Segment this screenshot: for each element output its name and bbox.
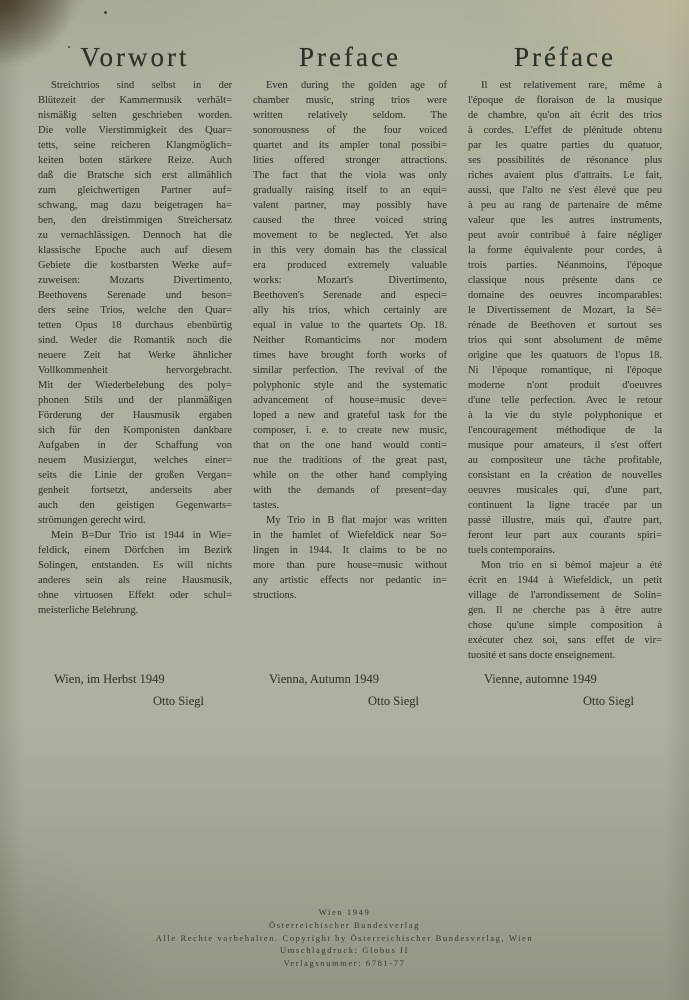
- text-line: à cordes. L'effet de plénitude obtenu: [468, 125, 662, 136]
- text-line: Beethovens Serenade und beson=: [38, 290, 232, 301]
- english-author-name: Otto Siegl: [367, 694, 419, 708]
- text-line: gradually raising itself to an equi=: [253, 185, 447, 196]
- text-line: schwang, mag dazu beigetragen ha=: [38, 200, 232, 211]
- english-title: Preface: [299, 42, 401, 72]
- text-line: zu vernachlässigen. Dennoch hat die: [38, 230, 232, 241]
- text-line: valeur que les autres instruments,: [468, 215, 662, 226]
- text-line: gen. Il ne cherche pas à être autre: [468, 605, 662, 616]
- text-line: caused the three voiced string: [253, 215, 447, 226]
- text-line: composer, i. e. to create new music,: [253, 425, 447, 436]
- german-body-text: [38, 78, 232, 618]
- three-column-layout: [38, 40, 662, 970]
- text-line: zum gleichwertigen Partner auf=: [38, 185, 232, 196]
- german-signature-block: [38, 672, 232, 709]
- text-line: à peu au rang de partenaire de même: [468, 200, 662, 211]
- german-author-name: Otto Siegl: [152, 694, 204, 708]
- text-line: anderes sein als reine Hausmusik,: [38, 575, 232, 586]
- text-line: Streichtrios sind selbst in der: [51, 80, 232, 91]
- french-title: Préface: [514, 42, 616, 72]
- text-line: l'époque de floraison de la musique: [468, 95, 662, 106]
- text-line: feront leur part aux courants spiri=: [468, 530, 662, 541]
- text-line: lities offered stronger attractions.: [253, 155, 447, 166]
- text-line: écrit en 1944 à Wiefeldick, un petit: [468, 575, 662, 586]
- text-line: quartet and its ampler tonal possibi=: [253, 140, 447, 151]
- text-line: era produced extremely valuable: [253, 260, 447, 271]
- text-line: origine que les quatuors de l'opus 18.: [468, 350, 662, 361]
- paper-speck: [104, 11, 107, 14]
- text-line: Aufgaben in der Schaffung von: [38, 440, 232, 451]
- text-line: par les quatre parties du quatuor,: [468, 140, 662, 151]
- publisher-imprint: [0, 906, 689, 970]
- text-line: Blütezeit der Kammermusik verhält=: [38, 95, 232, 106]
- french-place-date: Vienne, automne 1949: [484, 672, 597, 686]
- text-line: à la vie du style polyphonique et: [468, 410, 662, 421]
- text-line: sonorousness of the four voiced: [253, 125, 447, 136]
- text-line: similar perfection. The revival of the: [253, 365, 447, 376]
- text-line: Vollkommenheit hervorgebracht.: [38, 365, 232, 376]
- text-line: musique pour amateurs, il s'est offert: [468, 440, 662, 451]
- text-line: klassische Epoche auch auf diesem: [38, 245, 232, 256]
- text-line: peut avoir contribué à faire négliger: [468, 230, 662, 241]
- text-line: riches avaient plus d'attraits. Le fait,: [468, 170, 662, 181]
- french-author-name: Otto Siegl: [582, 694, 634, 708]
- imprint-line: Wien 1949: [318, 907, 371, 917]
- imprint-line: Österreichischer Bundesverlag: [269, 919, 420, 930]
- text-line: ders seine Trios, welche den Quar=: [38, 305, 232, 316]
- text-line: d'une telle perfection. Avec le retour: [468, 395, 662, 406]
- text-line: chose qu'une simple composition à: [468, 620, 662, 631]
- text-line: lingen in 1944. It claims to be no: [253, 545, 447, 556]
- english-body-text: [253, 78, 447, 603]
- german-title: Vorwort: [80, 42, 190, 72]
- french-body-text: [468, 78, 662, 663]
- text-line: classique nous présente dans ce: [468, 275, 662, 286]
- text-line: Mon trio en si bémol majeur a été: [481, 560, 662, 571]
- text-line: in the hamlet of Wiefeldick near So=: [253, 530, 447, 541]
- english-place-date: Vienna, Autumn 1949: [269, 672, 380, 686]
- text-line: tastes.: [253, 500, 279, 511]
- text-line: consistant en la création de nouvelles: [468, 470, 662, 481]
- text-line: au compositeur une tâche profitable,: [468, 455, 662, 466]
- text-line: aussi, que l'alto ne s'est élevé que peu: [468, 185, 662, 196]
- text-line: seits die Linie der großen Vergan=: [38, 470, 232, 481]
- text-line: any artistic effects nor pedantic in=: [253, 575, 447, 586]
- imprint-line: Alle Rechte vorbehalten. Copyright by Österreichischer Bundesverlag, Wien: [155, 932, 534, 943]
- text-line: nue the traditions of the great past,: [253, 455, 447, 466]
- text-line: ben, den dreistimmigen Streichersatz: [38, 215, 232, 226]
- text-line: sich für den Komponisten dankbare: [38, 425, 232, 436]
- text-line: Mit der Wiederbelebung des poly=: [38, 380, 232, 391]
- english-signature-block: [253, 672, 447, 709]
- text-line: times have brought forth works of: [253, 350, 447, 361]
- text-line: loped a new and grateful task for the: [253, 410, 447, 421]
- text-line: tetten Opus 18 durchaus ebenbürtig: [38, 320, 232, 331]
- text-line: written relatively seldom. The: [253, 110, 447, 121]
- text-line: ally his trios, which certainly are: [253, 305, 447, 316]
- column-french: [468, 40, 662, 970]
- text-line: l'encouragement méthodique de la: [468, 425, 662, 436]
- french-signature-block: [468, 672, 662, 709]
- text-line: meisterliche Belehrung.: [38, 605, 139, 616]
- german-place-date: Wien, im Herbst 1949: [54, 672, 165, 686]
- text-line: daß die Bratsche sich erst allmählich: [38, 170, 232, 181]
- text-line: equal in value to the quartets Op. 18.: [253, 320, 447, 331]
- text-line: structions.: [253, 590, 297, 601]
- text-line: auch den geistigen Gegenwarts=: [38, 500, 232, 511]
- imprint-line: Verlagsnummer: 6781-77: [283, 958, 406, 969]
- text-line: domaine des oeuvres incomparables:: [468, 290, 662, 301]
- text-line: Die volle Vierstimmigkeit des Quar=: [38, 125, 232, 136]
- text-line: le Divertissement de Mozart, la Sé=: [468, 305, 662, 316]
- column-german: [38, 40, 232, 970]
- text-line: more than pure house=music without: [253, 560, 447, 571]
- text-line: passé illustre, mais qui, d'autre part,: [468, 515, 662, 526]
- text-line: sind. Weder die Romantik noch die: [38, 335, 232, 346]
- text-line: advancement of house=music deve=: [253, 395, 447, 406]
- text-line: Förderung der Hausmusik ergaben: [38, 410, 232, 421]
- text-line: neuere Zeit hat Werke ähnlicher: [38, 350, 232, 361]
- text-line: moderne n'ont produit d'oeuvres: [468, 380, 662, 391]
- text-line: My Trio in B flat major was written: [266, 515, 447, 526]
- text-line: Il est relativement rare, même à: [481, 80, 662, 91]
- text-line: exécuter chez soi, sans effet de vir=: [468, 635, 662, 646]
- text-line: genheit fortsetzt, anderseits aber: [38, 485, 232, 496]
- text-line: polyphonic style and the systematic: [253, 380, 447, 391]
- text-line: la forme équivalente pour cordes, à: [468, 245, 662, 256]
- text-line: tetts, seine reicheren Klangmöglich=: [38, 140, 232, 151]
- text-line: trois parties. Néanmoins, l'époque: [468, 260, 662, 271]
- imprint-line: Umschlagdruck: Globus II: [279, 945, 410, 956]
- text-line: Mein B=Dur Trio ist 1944 in Wie=: [51, 530, 232, 541]
- text-line: Ni l'époque romantique, ni l'époque: [468, 365, 662, 376]
- text-line: The fact that the viola was only: [253, 170, 447, 181]
- text-line: nismäßig selten geschrieben worden.: [38, 110, 232, 121]
- text-line: with the demands of present=day: [253, 485, 447, 496]
- text-line: continuent la ligne tracée par un: [468, 500, 662, 511]
- text-line: in this very domain has the classical: [253, 245, 447, 256]
- text-line: trios qui sont absolument de même: [468, 335, 662, 346]
- text-line: tuels contemporains.: [468, 545, 555, 556]
- text-line: village de l'arrondissement de Solin=: [468, 590, 662, 601]
- text-line: Even during the golden age of: [266, 80, 447, 91]
- text-line: ohne virtuosen Effekt oder schul=: [38, 590, 232, 601]
- text-line: valent partner, may possibly have: [253, 200, 447, 211]
- text-line: while on the other hand complying: [253, 470, 447, 481]
- column-english: [253, 40, 447, 970]
- text-line: oeuvres musicales qui, d'une part,: [468, 485, 662, 496]
- text-line: Beethoven's Serenade and especi=: [253, 290, 447, 301]
- text-line: keiten boten stärkere Reize. Auch: [38, 155, 232, 166]
- text-line: Gebiete die kostbarsten Werke auf=: [38, 260, 232, 271]
- text-line: tuosité et sans docte enseignement.: [468, 650, 616, 661]
- text-line: strömungen gerecht wird.: [38, 515, 146, 526]
- text-line: chamber music, string trios were: [253, 95, 447, 106]
- text-line: rénade de Beethoven et surtout ses: [468, 320, 662, 331]
- text-line: phonen Stils und der planmäßigen: [38, 395, 232, 406]
- text-line: movement to be neglected. Yet also: [253, 230, 447, 241]
- text-line: ses possibilités de résonance plus: [468, 155, 662, 166]
- text-line: neuem Musiziergut, welches einer=: [38, 455, 232, 466]
- text-line: de chambre, qu'on ait écrit des trios: [468, 110, 662, 121]
- text-line: zuweisen: Mozarts Divertimento,: [38, 275, 232, 286]
- text-line: feldick, einem Dörfchen im Bezirk: [38, 545, 232, 556]
- text-line: works: Mozart's Divertimento,: [253, 275, 447, 286]
- text-line: Solingen, entstanden. Es will nichts: [38, 560, 232, 571]
- text-line: Neither Romanticims nor modern: [253, 335, 447, 346]
- text-line: that on the one hand would conti=: [253, 440, 447, 451]
